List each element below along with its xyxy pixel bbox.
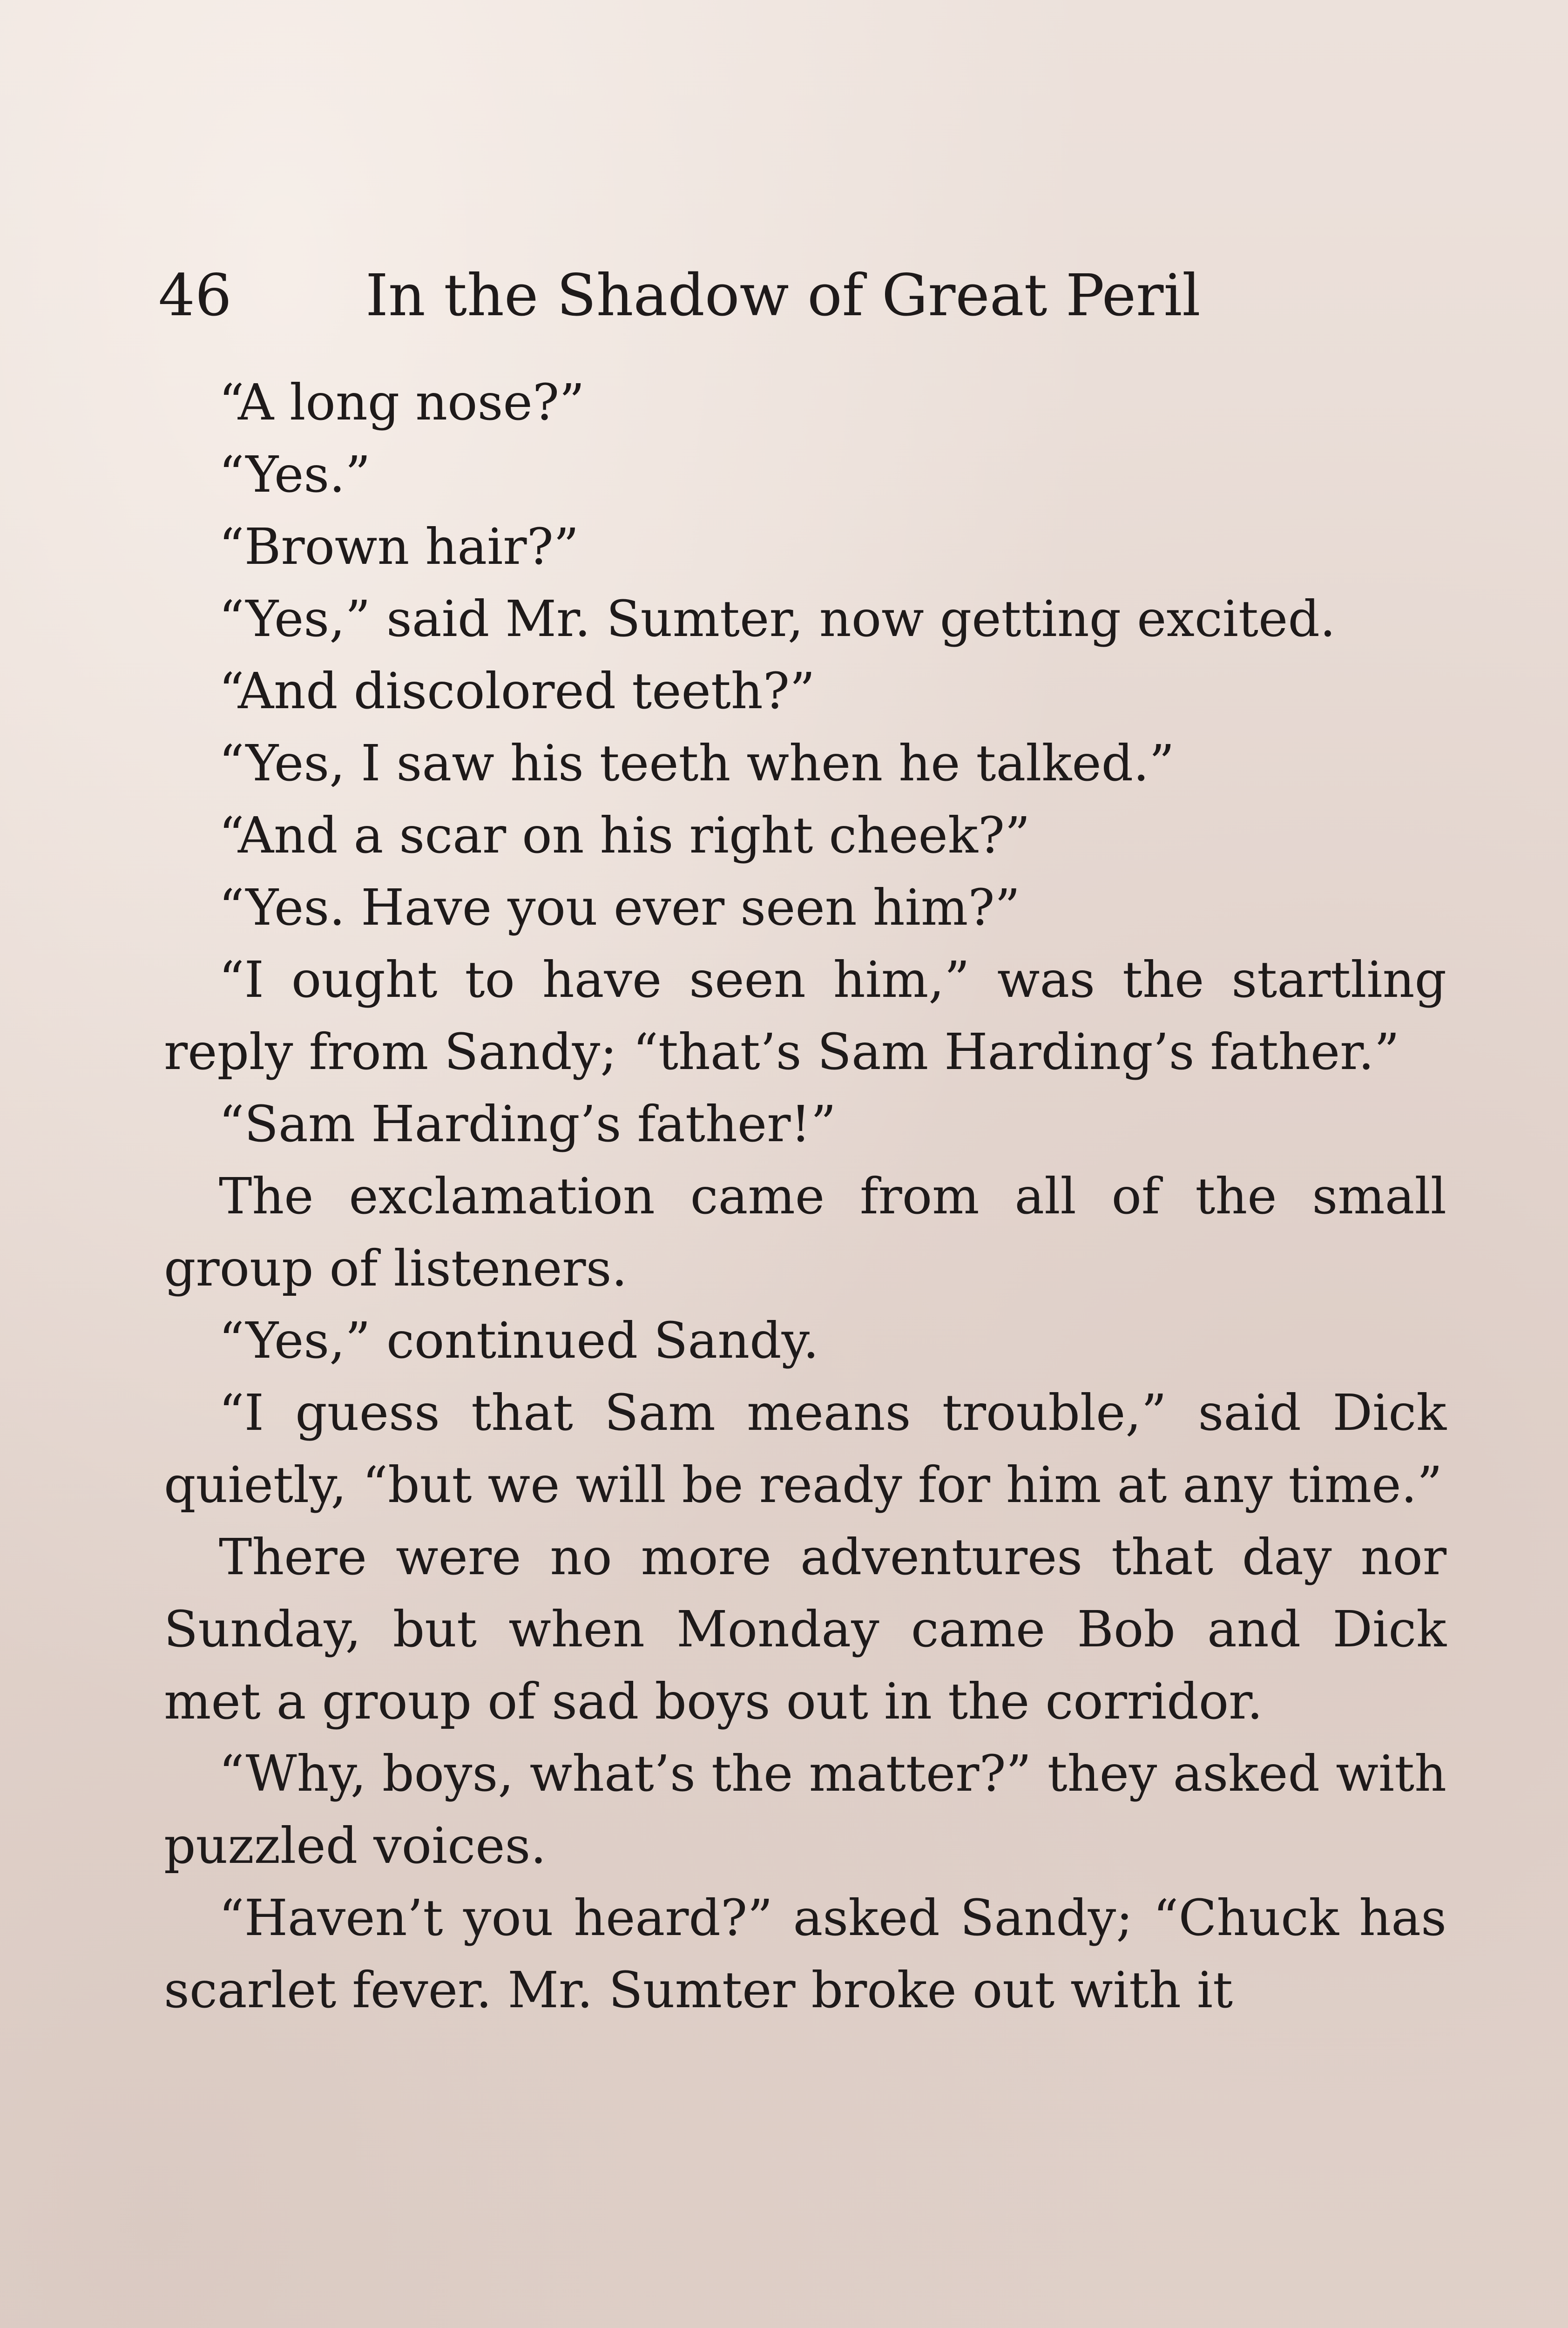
paragraph: “I guess that Sam means trouble,” said Dick quietly, “but we will be ready for him at any time.” xyxy=(164,1384,1446,1514)
paragraph: “Yes,” continued Sandy. xyxy=(219,1312,819,1370)
paragraph: “Yes.” xyxy=(219,446,371,504)
paragraph: “Haven’t you heard?” asked Sandy; “Chuck has scarlet fever. Mr. Sumter broke out with it xyxy=(164,1889,1446,2019)
body-text xyxy=(164,367,1446,2027)
paragraph: “Sam Harding’s father!” xyxy=(219,1096,837,1153)
page-header xyxy=(158,261,1276,331)
paragraph: “And a scar on his right cheek?” xyxy=(219,807,1030,865)
page-number: 46 xyxy=(158,262,232,329)
running-title: In the Shadow of Great Peril xyxy=(365,262,1201,329)
paragraph: “Yes,” said Mr. Sumter, now getting excited. xyxy=(219,590,1336,648)
paragraph: There were no more adventures that day nor Sunday, but when Monday came Bob and Dick met a group of sad boys out in the corridor. xyxy=(164,1529,1446,1731)
paragraph: The exclamation came from all of the small group of listeners. xyxy=(164,1168,1446,1298)
paragraph: “A long nose?” xyxy=(219,374,585,432)
paragraph: “Brown hair?” xyxy=(219,518,579,576)
paragraph: “Yes. Have you ever seen him?” xyxy=(219,879,1021,937)
paragraph: “Why, boys, what’s the matter?” they asked with puzzled voices. xyxy=(164,1745,1446,1875)
paragraph: “Yes, I saw his teeth when he talked.” xyxy=(219,735,1175,792)
paragraph: “And discolored teeth?” xyxy=(219,663,815,720)
paragraph: “I ought to have seen him,” was the startling reply from Sandy; “that’s Sam Harding’s father.” xyxy=(164,951,1446,1081)
